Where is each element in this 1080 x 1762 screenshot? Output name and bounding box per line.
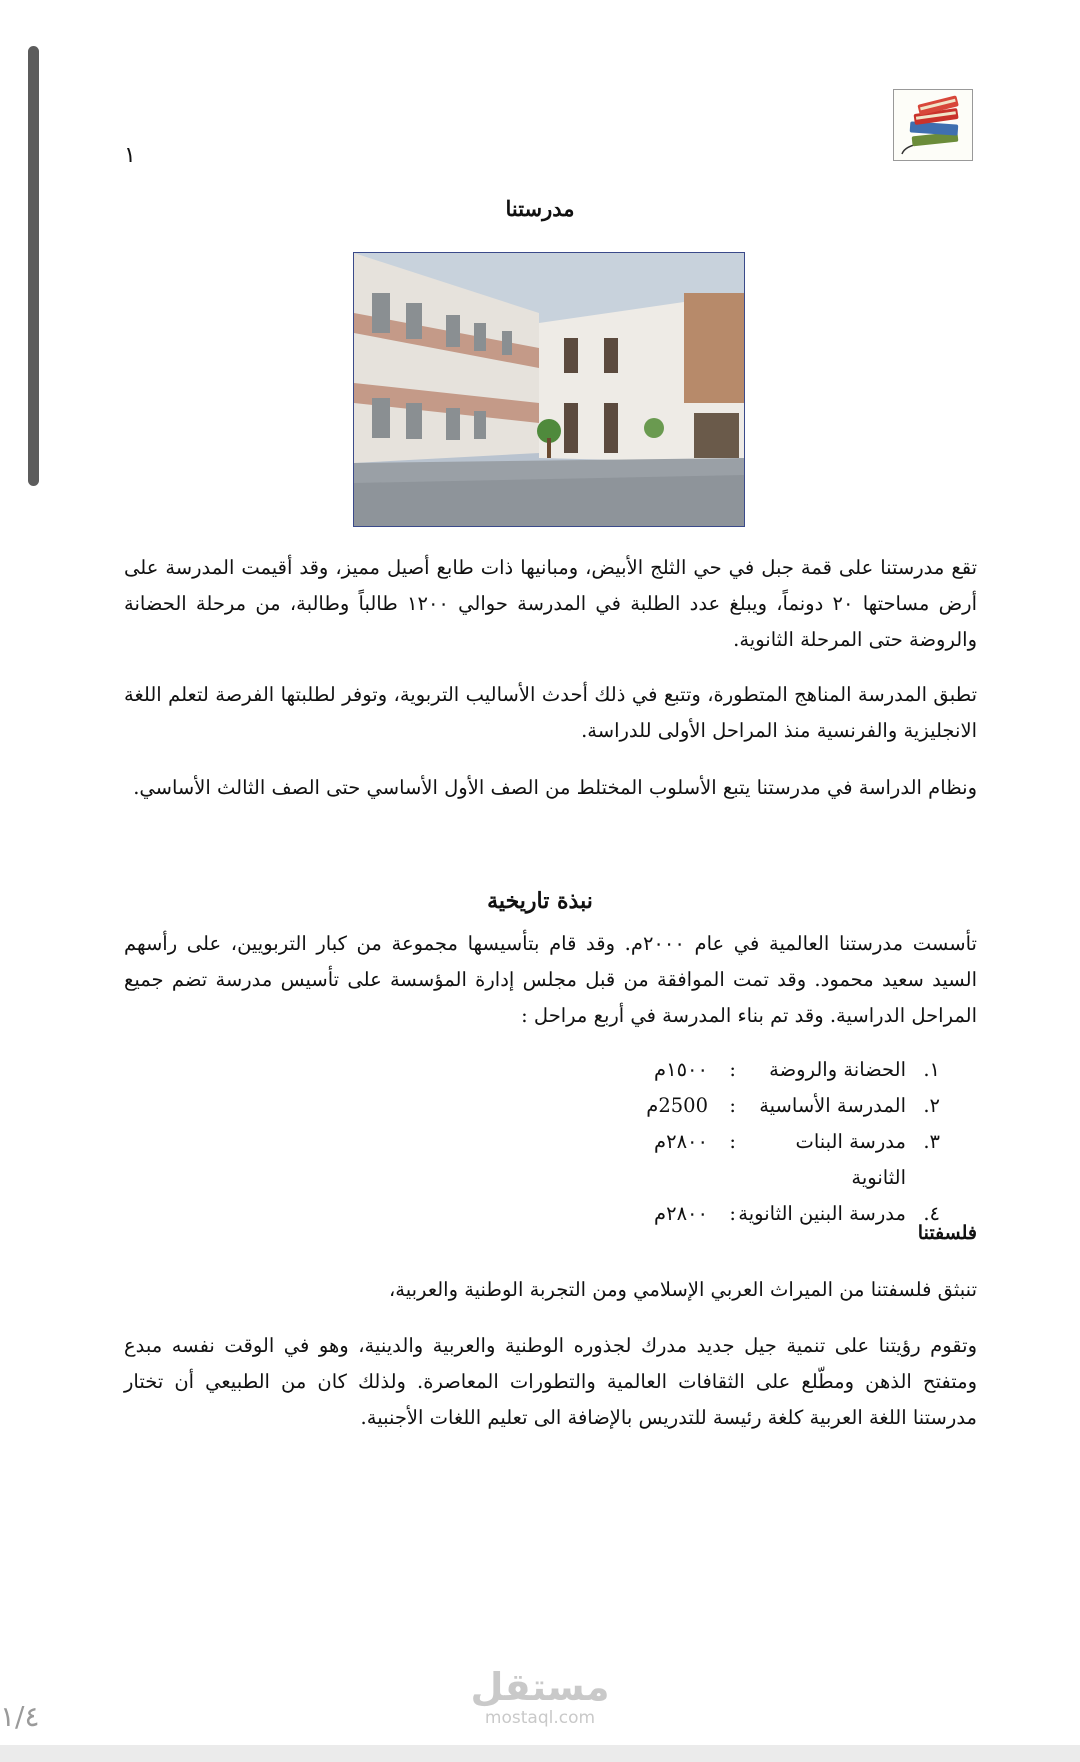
vision-paragraph: وتقوم رؤيتنا على تنمية جيل جديد مدرك لجذوره الوطنية والعربية والدينية، وهو في الوقت نفسه مبدع ومتفتح الذهن ومطّلع على الثقافات العالمية والتطورات المعاصرة. ولذلك كان من الطبيعي أن تختار مدرستنا اللغة العربية كلغة رئيسة للتدريس بالإضافة الى تعليم اللغات الأجنبية. [124, 1334, 977, 1429]
intro-paragraph: تقع مدرستنا على قمة جبل في حي الثلج الأبيض، ومبانيها ذات طابع أصيل مميز، وقد أقيمت المدرسة على أرض مساحتها ٢٠ دونماً، ويبلغ عدد الطلبة في المدرسة حوالي ١٢٠٠ طالباً وطالبة، من مرحلة الحضانة والروضة حتى المرحلة الثانوية. [124, 556, 977, 651]
stage-number: ١. [923, 1058, 940, 1081]
stage-separator: : [729, 1058, 736, 1081]
watermark-latin: mostaql.com [484, 1708, 596, 1728]
stage-name: المدرسة الأساسية [759, 1094, 906, 1117]
stages-list [560, 1052, 940, 1232]
stage-number: ٢. [923, 1094, 940, 1117]
stage-name: مدرسة البنات الثانوية [795, 1130, 906, 1189]
stage-item [560, 1088, 940, 1124]
page-number: ١ [124, 142, 136, 167]
stage-number: ٤. [923, 1202, 940, 1225]
philosophy-title: فلسفتنا [917, 1222, 977, 1244]
books-logo [893, 89, 973, 161]
stage-separator: : [729, 1130, 736, 1153]
books-icon [894, 90, 972, 160]
history-title: نبذة تاريخية [487, 888, 593, 914]
philosophy-paragraph: تنبثق فلسفتنا من الميراث العربي الإسلامي ومن التجربة الوطنية والعربية، [389, 1278, 977, 1301]
history-paragraph: تأسست مدرستنا العالمية في عام ٢٠٠٠م. وقد قام بتأسيسها مجموعة من كبار التربويين، على رأسهم السيد سعيد محمود. وقد تمت الموافقة من قبل مجلس إدارة المؤسسة على تأسيس مدرسة تضم جميع المراحل الدراسية. وقد تم بناء المدرسة في أربع مراحل : [124, 932, 977, 1027]
stage-value: 2500م [646, 1094, 708, 1117]
stage-item [560, 1052, 940, 1088]
stage-number: ٣. [923, 1130, 940, 1153]
stage-value: ٢٨٠٠م [654, 1202, 708, 1225]
stage-value: ٢٨٠٠م [654, 1130, 708, 1153]
stage-separator: : [729, 1202, 736, 1225]
scrollbar[interactable] [28, 46, 39, 486]
page-title: مدرستنا [505, 196, 575, 221]
system-paragraph: ونظام الدراسة في مدرستنا يتبع الأسلوب المختلط من الصف الأول الأساسي حتى الصف الثالث الأساسي. [133, 776, 977, 799]
page-indicator: ١/٤ [0, 1700, 40, 1733]
stage-item [560, 1124, 940, 1196]
stage-name: الحضانة والروضة [769, 1058, 906, 1081]
school-photo [353, 252, 745, 527]
stage-name: مدرسة البنين الثانوية [738, 1202, 906, 1225]
bottom-bar [0, 1745, 1080, 1762]
stage-separator: : [729, 1094, 736, 1117]
stage-value: ١٥٠٠م [654, 1058, 708, 1081]
watermark-arabic: مستقل [470, 1665, 610, 1709]
school-building-image [354, 253, 745, 527]
curriculum-paragraph: تطبق المدرسة المناهج المتطورة، وتتبع في ذلك أحدث الأساليب التربوية، وتوفر لطلبتها الفرصة لتعلم اللغة الانجليزية والفرنسية منذ المراحل الأولى للدراسة. [124, 683, 977, 742]
